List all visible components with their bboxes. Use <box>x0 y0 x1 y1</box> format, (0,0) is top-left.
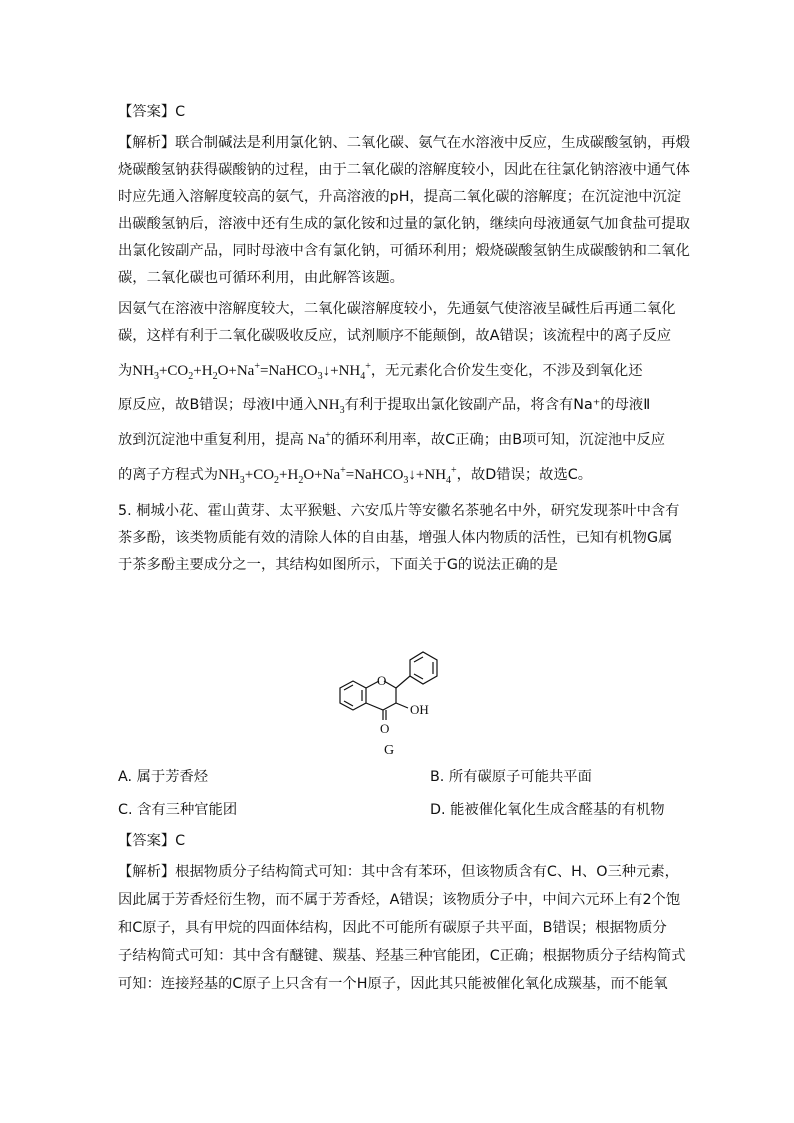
analysis-line: 烧碳酸氢钠获得碳酸钠的过程，由于二氧化碳的溶解度较小，因此在往氯化钠溶液中通气体 <box>118 162 690 178</box>
analysis-line: 碳，二氧化碳也可循环利用，由此解答该题。 <box>118 270 404 286</box>
answer-label: 【答案】C <box>118 833 186 849</box>
analysis-line: 时应先通入溶解度较高的氨气，升高溶液的pH，提高二氧化碳的溶解度；在沉淀池中沉淀 <box>118 189 682 205</box>
compound-label: G <box>384 743 395 758</box>
equation-line-1 <box>118 361 643 381</box>
answer-label: 【答案】C <box>118 104 186 120</box>
analysis-line: 子结构简式可知：其中含有醚键、羰基、羟基三种官能团，C正确；根据物质分子结构简式 <box>118 948 686 964</box>
analysis-line: 可知：连接羟基的C原子上只含有一个H原子，因此其只能被催化氧化成羰基，而不能氧 <box>118 976 668 992</box>
hydroxyl-label: OH <box>410 702 429 717</box>
eq2-suffix: ，故D错误；故选C。 <box>456 467 593 483</box>
analysis-line-na <box>118 430 665 450</box>
bond <box>383 703 396 710</box>
analysis-line: 因此属于芳香烃衍生物，而不属于芳香烃，A错误；该物质分子中，中间六元环上有2个饱 <box>118 892 681 908</box>
analysis-line: 碳，这样有利于二氧化碳吸收反应，试剂顺序不能颠倒，故A错误；该流程中的离子反应 <box>118 328 672 344</box>
molecule-structure-g <box>330 638 470 760</box>
option-b: B. 所有碳原子可能共平面 <box>430 769 592 785</box>
option-d: D. 能被催化氧化生成含醛基的有机物 <box>430 802 665 818</box>
oh-bond <box>396 703 408 708</box>
text-span: 的循环利用率，故C正确；由B项可知，沉淀池中反应 <box>330 432 666 448</box>
question-line: 于茶多酚主要成分之一，其结构如图所示，下面关于G的说法正确的是 <box>118 557 558 573</box>
question-line: 茶多酚，该类物质能有效的清除人体的自由基，增强人体内物质的活性，已知有机物G属 <box>118 530 673 546</box>
ionic-equation-2: $NH_3+CO_2+H_2O+Na^+=NaHCO_3↓+NH_4^+$ <box>218 465 457 486</box>
phenyl-bond <box>396 676 410 688</box>
equation-line-2 <box>118 465 592 485</box>
eq1-prefix: 为 <box>118 363 133 379</box>
ionic-equation-1: $NH_3+CO_2+H_2O+Na^+=NaHCO_3↓+NH_4^+$ <box>132 361 371 382</box>
analysis-line: 【解析】联合制碱法是利用氯化钠、二氧化碳、氨气在水溶液中反应，生成碳酸氢钠，再煅 <box>118 135 690 151</box>
analysis-line: 因氨气在溶液中溶解度较大，二氧化碳溶解度较小，先通氨气使溶液呈碱性后再通二氧化 <box>118 301 676 317</box>
analysis-line: 出氯化铵副产品，同时母液中含有氯化钠，可循环利用；煅烧碳酸氢钠生成碳酸钠和二氧化 <box>118 243 690 259</box>
text-span: 放到沉淀池中重复利用，提高 <box>118 432 304 448</box>
bond <box>366 703 383 710</box>
carbonyl-oxygen-label: O <box>380 721 390 736</box>
option-a: A. 属于芳香烃 <box>118 769 209 785</box>
formula-na-ion: Na+ <box>303 430 331 448</box>
ring-oxygen-label: O <box>377 673 387 688</box>
text-span: 有利于提取出氯化铵副产品，将含有Na⁺的母液Ⅱ <box>344 397 651 413</box>
analysis-line-nh3 <box>118 395 650 415</box>
eq1-suffix: ，无元素化合价发生变化，不涉及到氧化还 <box>370 363 643 379</box>
text-span: 原反应，故B错误；母液Ⅰ中通入 <box>118 397 318 413</box>
eq2-prefix: 的离子方程式为 <box>118 467 219 483</box>
option-c: C. 含有三种官能团 <box>118 802 238 818</box>
question-line: 5. 桐城小花、霍山黄芽、太平猴魁、六安瓜片等安徽名茶驰名中外，研究发现茶叶中含有 <box>118 503 680 519</box>
formula-nh3: $NH_3$ <box>317 397 345 416</box>
analysis-line: 和C原子，具有甲烷的四面体结构，因此不可能所有碳原子共平面，B错误；根据物质分 <box>118 920 667 936</box>
analysis-line: 出碳酸氢钠后，溶液中还有生成的氯化铵和过量的氯化钠，继续向母液通氨气加食盐可提取 <box>118 216 690 232</box>
analysis-line: 【解析】根据物质分子结构简式可知：其中含有苯环，但该物质含有C、H、O三种元素， <box>118 864 679 880</box>
